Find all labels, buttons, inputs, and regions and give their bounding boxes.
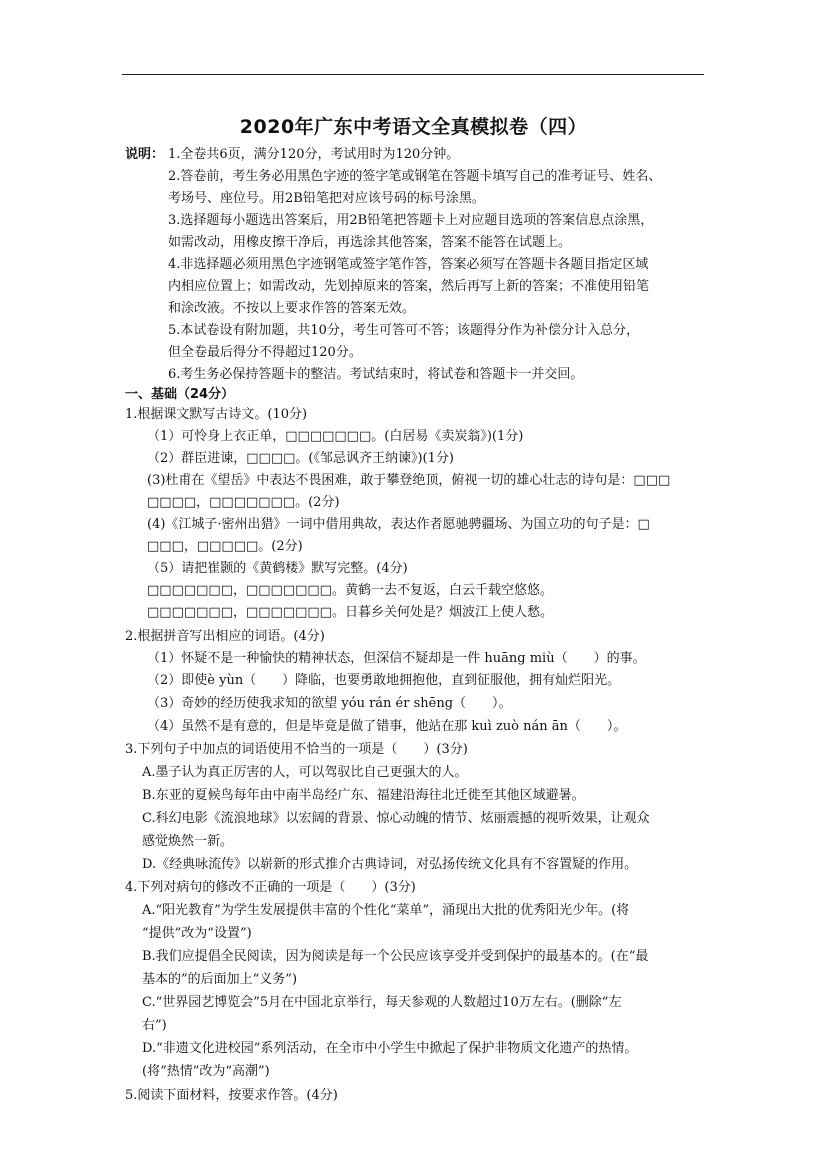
question-line: （3）奇妙的经历使我求知的欲望 yóu rán ér shēng（ ）。 xyxy=(147,696,512,711)
option-line: (将“热情”改为“高潮”) xyxy=(142,1064,270,1079)
option-line: 感觉焕然一新。 xyxy=(142,834,234,849)
section-heading: 一、基础（24分） xyxy=(125,387,235,402)
instruction-line: 4.非选择题必须用黑色字迹钢笔或签字笔作答，答案必须写在答题卡各题目指定区域 xyxy=(168,257,649,272)
instruction-line: 6.考生务必保持答题卡的整洁。考试结束时，将试卷和答题卡一并交回。 xyxy=(168,367,584,382)
instruction-line: 但全卷最后得分不得超过120分。 xyxy=(168,345,362,360)
instruction-line: 5.本试卷设有附加题，共10分，考生可答可不答；该题得分作为补偿分计入总分， xyxy=(168,323,639,338)
option-line: D.“非遗文化进校园”系列活动，在全市中小学生中掀起了保护非物质文化遗产的热情。 xyxy=(142,1041,638,1056)
question-line: （1）怀疑不是一种愉快的精神状态，但深信不疑却是一件 huāng miù（ ）的事。 xyxy=(147,651,646,666)
question-stem: 4.下列对病句的修改不正确的一项是（ ）(3分) xyxy=(125,880,416,895)
question-line: （5）请把崔颢的《黄鹤楼》默写完整。(4分) xyxy=(147,561,408,576)
page-title: 2020年广东中考语文全真模拟卷（四） xyxy=(239,116,588,138)
question-line: □□□□□□□，□□□□□□□。黄鹤一去不复返，白云千载空悠悠。 xyxy=(147,583,553,598)
question-stem: 3.下列句子中加点的词语使用不恰当的一项是（ ）(3分) xyxy=(125,742,468,757)
instruction-line: 和涂改液。不按以上要求作答的答案无效。 xyxy=(168,301,416,316)
question-line: (3)杜甫在《望岳》中表达不畏困难，敢于攀登绝顶，俯视一切的雄心壮志的诗句是：□□□ xyxy=(147,473,671,488)
instructions-label: 说明： xyxy=(125,147,165,162)
question-stem: 2.根据拼音写出相应的词语。(4分) xyxy=(125,629,325,644)
question-line: （2）即使è yùn（ ）降临，也要勇敢地拥抱他，直到征服他，拥有灿烂阳光。 xyxy=(147,673,621,688)
option-line: C.科幻电影《流浪地球》以宏阔的背景、惊心动魄的情节、炫丽震撼的视听效果，让观众 xyxy=(142,811,650,826)
header-rule xyxy=(122,74,704,75)
option-line: C.“世界园艺博览会”5月在中国北京举行，每天参观的人数超过10万左右。(删除“左 xyxy=(142,995,622,1010)
option-line: D.《经典咏流传》以崭新的形式推介古典诗词，对弘扬传统文化具有不容置疑的作用。 xyxy=(142,857,638,872)
instruction-line: 如需改动，用橡皮擦干净后，再选涂其他答案，答案不能答在试题上。 xyxy=(168,235,572,250)
question-line: □□□□，□□□□□□□。(2分) xyxy=(147,495,340,510)
question-line: （1）可怜身上衣正单，□□□□□□□。(白居易《卖炭翁》)(1分) xyxy=(147,429,524,444)
option-line: B.我们应提倡全民阅读，因为阅读是每一个公民应该享受并受到保护的最基本的。(在“最 xyxy=(142,949,649,964)
option-line: 右”) xyxy=(142,1018,167,1033)
question-line: （4）虽然不是有意的，但是毕竟是做了错事，他站在那 kuì zuò nán ān（ ）。 xyxy=(147,719,627,734)
option-line: 基本的”的后面加上“义务”) xyxy=(142,972,298,987)
instruction-line: 2.答卷前，考生务必用黑色字迹的签字笔或钢笔在答题卡填写自己的准考证号、姓名、 xyxy=(168,169,662,184)
option-line: B.东亚的夏候鸟每年由中南半岛经广东、福建沿海往北迁徙至其他区域避暑。 xyxy=(142,788,585,803)
question-line: （2）群臣进谏，□□□□。(《邹忌讽齐王纳谏》)(1分) xyxy=(147,451,454,466)
instruction-line: 考场号、座位号。用2B铅笔把对应该号码的标号涂黑。 xyxy=(168,191,485,206)
instruction-line: 3.选择题每小题选出答案后，用2B铅笔把答题卡上对应题目选项的答案信息点涂黑， xyxy=(168,213,654,228)
question-line: (4)《江城子·密州出猎》一词中借用典故，表达作者愿驰骋疆场、为国立功的句子是：□ xyxy=(147,517,650,532)
question-line: □□□，□□□□□。(2分) xyxy=(147,539,303,554)
option-line: A.墨子认为真正厉害的人，可以驾驭比自己更强大的人。 xyxy=(142,765,468,780)
option-line: “提供”改为“设置”) xyxy=(142,926,252,941)
question-stem: 5.阅读下面材料，按要求作答。(4分) xyxy=(125,1088,338,1103)
question-line: □□□□□□□，□□□□□□□。日暮乡关何处是？烟波江上使人愁。 xyxy=(147,605,553,620)
instruction-line: 1.全卷共6页，满分120分，考试用时为120分钟。 xyxy=(168,147,460,162)
instruction-line: 内相应位置上；如需改动，先划掉原来的答案，然后再写上新的答案；不准使用铅笔 xyxy=(168,279,650,294)
question-stem: 1.根据课文默写古诗文。(10分) xyxy=(125,407,308,422)
option-line: A.“阳光教育”为学生发展提供丰富的个性化“菜单”，涌现出大批的优秀阳光少年。(将 xyxy=(142,903,630,918)
